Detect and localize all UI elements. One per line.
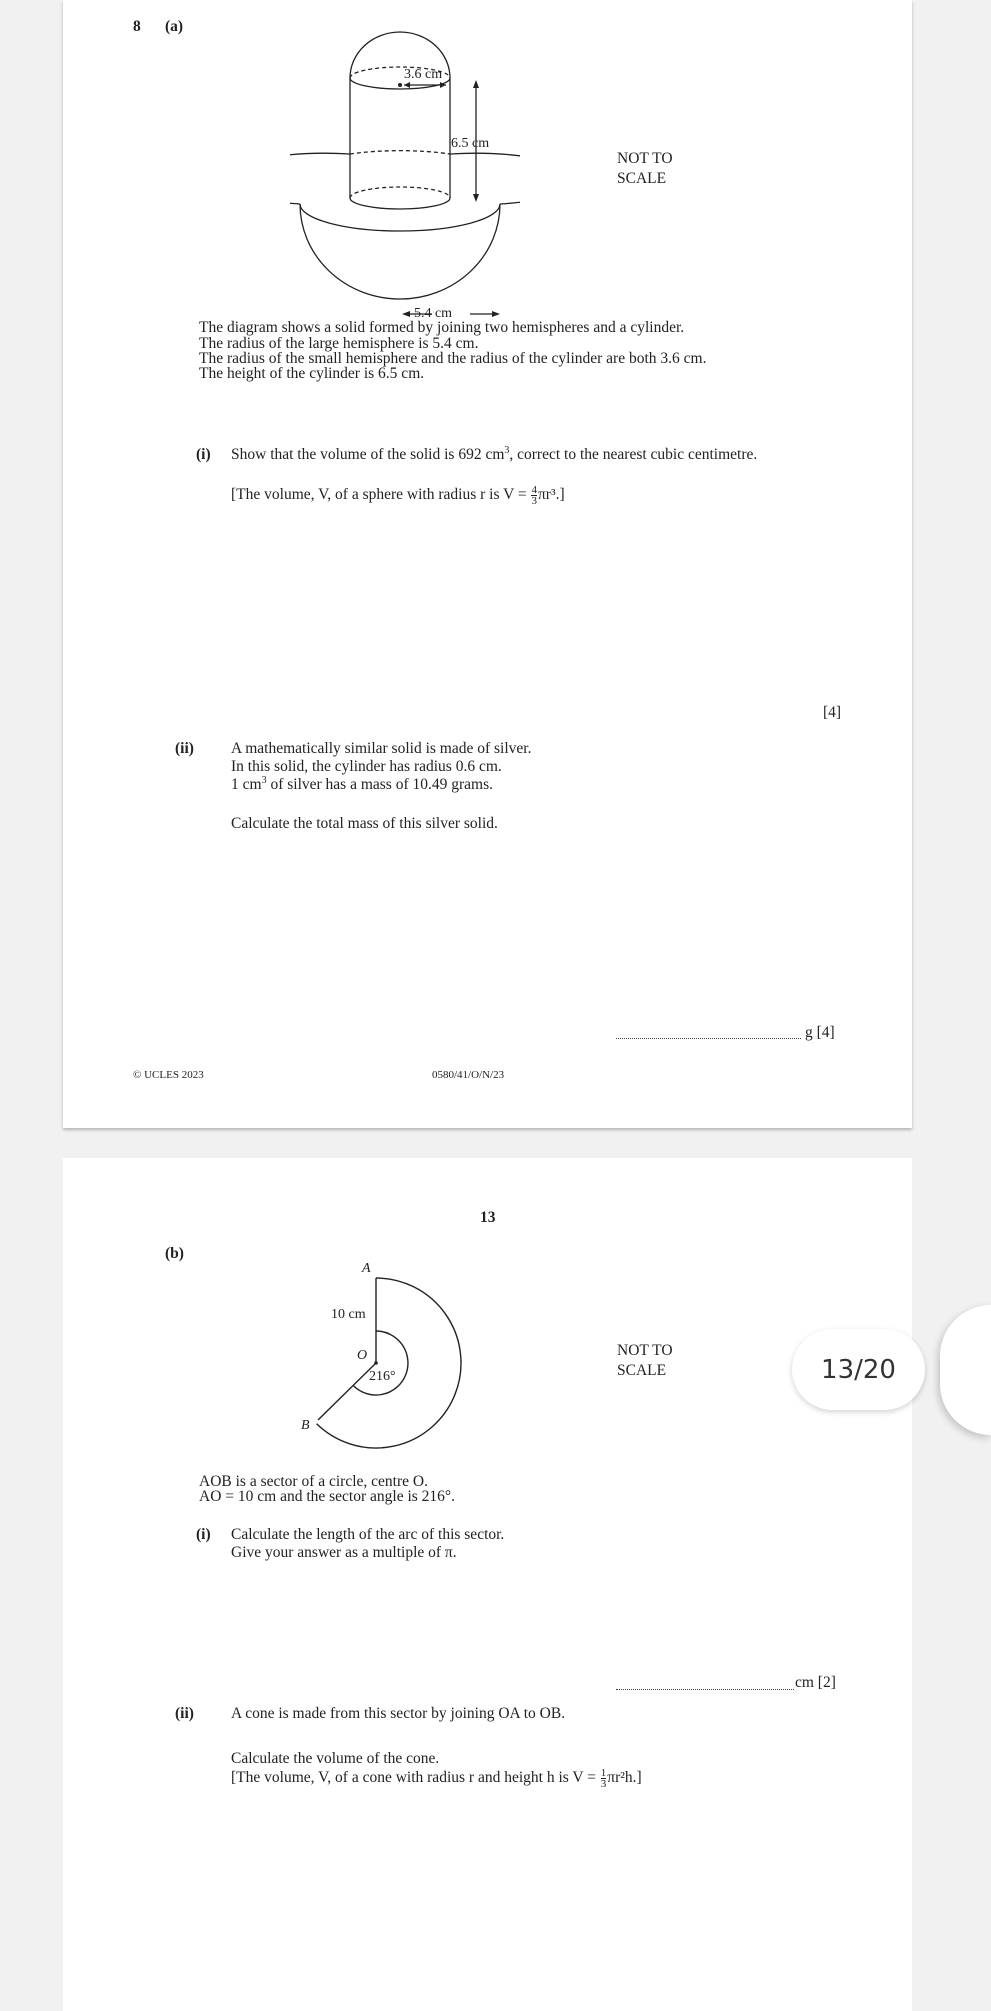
label-o: O (357, 1348, 368, 1363)
b-part-i-line-2: Give your answer as a multiple of π. (231, 1544, 457, 1561)
floating-action-button[interactable] (940, 1305, 991, 1435)
sector-diagram (300, 1260, 480, 1460)
footer-paper-code: 0580/41/O/N/23 (432, 1069, 505, 1081)
label-a: A (362, 1261, 371, 1276)
part-ii-instruction: Calculate the total mass of this silver solid. (231, 815, 498, 832)
small-radius-label: 3.6 cm (404, 67, 443, 82)
cone-volume-formula: [The volume, V, of a cone with radius r and height h is V = $\frac{1}{3}$ πr²h.] (231, 1767, 642, 1790)
label-angle: 216° (369, 1369, 396, 1384)
part-i-question: Show that the volume of the solid is 692 $cm^3$, correct to the nearest cubic centimetre. (231, 444, 758, 463)
page-number: 13 (480, 1209, 496, 1226)
centre-point-o (374, 1361, 378, 1365)
large-radius-label: 5.4 cm (413, 306, 453, 321)
footer-copyright: © UCLES 2023 (133, 1069, 204, 1081)
sphere-volume-formula: [The volume, V, of a sphere with radius r is V = $\frac{4}{3}$ πr³.] (231, 484, 565, 507)
b-part-i-line-1: Calculate the length of the arc of this sector. (231, 1526, 505, 1543)
part-ii-line-1: A mathematically similar solid is made of silver. (231, 740, 532, 757)
b-part-ii-line-1: A cone is made from this sector by joining OA to OB. (231, 1705, 566, 1722)
intro-line-2: The radius of the large hemisphere is 5.4 cm. (199, 335, 479, 352)
b-part-ii-instruction: Calculate the volume of the cone. (231, 1750, 440, 1767)
b-part-ii-label: (ii) (175, 1705, 194, 1722)
label-radius: 10 cm (331, 1307, 366, 1322)
answer-line-mass[interactable] (616, 1038, 801, 1039)
part-i-marks: [4] (823, 704, 842, 721)
part-ii-line-3: 1 $cm^3$ of silver has a mass of 10.49 grams. (231, 774, 493, 793)
part-i-label: (i) (196, 446, 211, 463)
not-to-scale-line1: NOT TO (617, 150, 673, 167)
exam-page-13 (63, 1158, 912, 2011)
part-ii-line-2: In this solid, the cylinder has radius 0.6 cm. (231, 758, 502, 775)
b-part-i-label: (i) (196, 1526, 211, 1543)
intro-line-3: The radius of the small hemisphere and the radius of the cylinder are both 3.6 cm. (199, 350, 707, 367)
b-intro-line-2: AO = 10 cm and the sector angle is 216°. (199, 1488, 455, 1505)
b-intro-line-1: AOB is a sector of a circle, centre O. (199, 1473, 428, 1490)
intro-line-1: The diagram shows a solid formed by joining two hemispheres and a cylinder. (199, 319, 685, 336)
answer-line-arc[interactable] (616, 1689, 794, 1690)
not-to-scale-line2: SCALE (617, 170, 667, 187)
question-number: 8 (133, 18, 141, 35)
part-ii-label: (ii) (175, 740, 194, 757)
centre-point (398, 83, 402, 87)
height-label: 6.5 cm (451, 136, 490, 151)
label-b: B (301, 1418, 310, 1433)
not-to-scale-line2-b: SCALE (617, 1362, 667, 1379)
not-to-scale-line1-b: NOT TO (617, 1342, 673, 1359)
b-answer-unit-marks: cm [2] (795, 1674, 836, 1691)
page-indicator: 13/20 (792, 1329, 925, 1410)
part-a-label: (a) (165, 18, 184, 35)
part-b-label: (b) (165, 1245, 184, 1262)
answer-unit-marks: g [4] (805, 1024, 835, 1041)
intro-line-4: The height of the cylinder is 6.5 cm. (199, 365, 425, 382)
